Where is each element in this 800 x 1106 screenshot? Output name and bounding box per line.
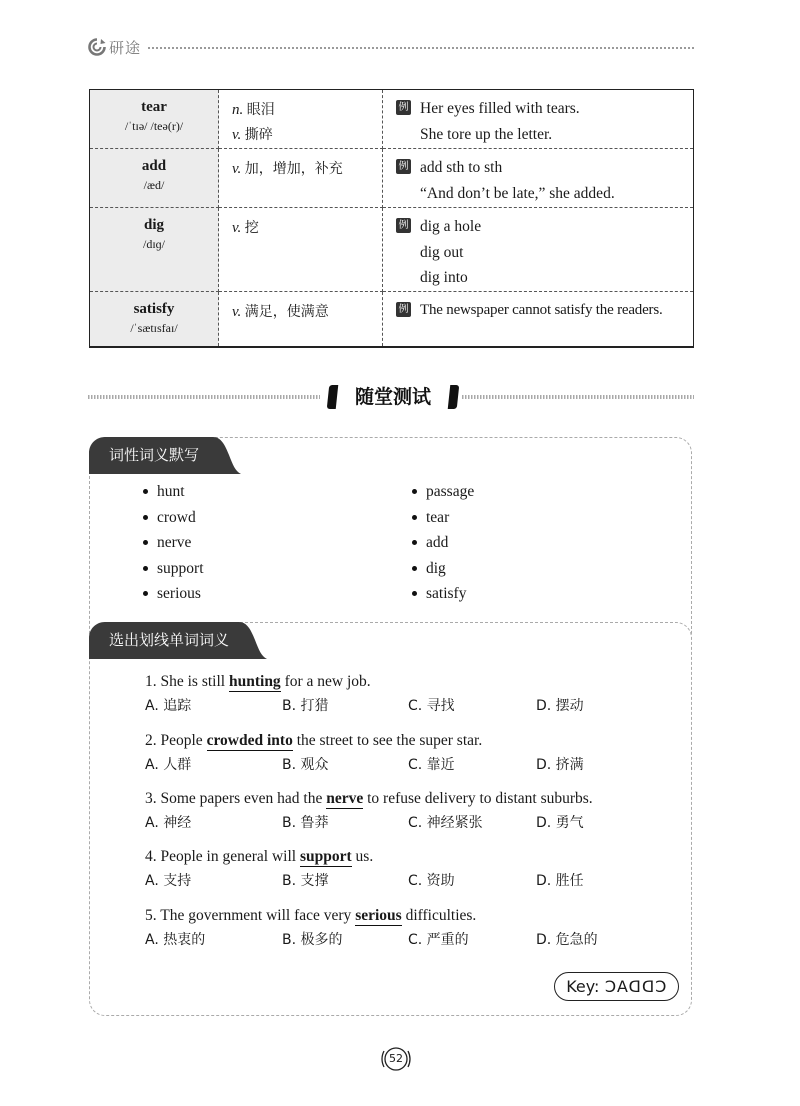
- word-list-left: [143, 479, 204, 607]
- list-item: hunt: [143, 479, 204, 505]
- question-text: difficulties.: [401, 907, 477, 924]
- question: [145, 671, 584, 717]
- answer-key-value: CDDAC: [604, 977, 667, 996]
- example-cell: [383, 90, 694, 149]
- word-cell: [90, 149, 219, 208]
- list-item: passage: [412, 479, 474, 505]
- meaning-zh: 撕碎: [244, 127, 273, 143]
- example-cell: [383, 208, 694, 292]
- logo-text: 研途: [109, 39, 142, 57]
- panel-tab: [89, 622, 229, 659]
- answer-key-label: Key:: [566, 977, 600, 996]
- option[interactable]: C. 靠近: [408, 757, 455, 773]
- list-item: nerve: [143, 530, 204, 556]
- answer-options: [145, 695, 584, 717]
- part-of-speech: v.: [232, 161, 242, 177]
- option[interactable]: B. 鲁莽: [282, 815, 329, 831]
- part-of-speech: n.: [232, 102, 244, 118]
- meaning-zh: 挖: [244, 220, 259, 236]
- option[interactable]: D. 挤满: [536, 757, 584, 773]
- list-item: serious: [143, 581, 204, 607]
- underlined-word: support: [299, 848, 352, 865]
- title-bracket-left: [327, 385, 339, 409]
- example-badge-icon: 例: [396, 302, 411, 317]
- meaning-cell: [219, 292, 383, 347]
- list-item: crowd: [143, 505, 204, 531]
- question-text: for a new job.: [280, 673, 371, 690]
- part-of-speech: v.: [232, 220, 242, 236]
- example-cell: [383, 292, 694, 347]
- example-sentence: add sth to sth: [420, 159, 503, 176]
- list-item: add: [412, 530, 474, 556]
- answer-key[interactable]: [554, 972, 679, 1001]
- question-text: 1. She is still: [145, 673, 229, 690]
- option[interactable]: B. 打猎: [282, 698, 329, 714]
- example-sentence: Her eyes filled with tears.: [420, 100, 580, 117]
- part-of-speech: v.: [232, 304, 242, 320]
- title-bracket-right: [448, 385, 460, 409]
- word-list-right: [412, 479, 474, 607]
- section-divider-left: [88, 395, 320, 399]
- answer-options: [145, 870, 584, 892]
- underlined-word: serious: [355, 907, 402, 924]
- page-header: [88, 36, 694, 58]
- question-text: 2. People: [145, 732, 207, 749]
- question: [145, 905, 598, 951]
- question: [145, 788, 593, 834]
- section-divider-right: [462, 395, 694, 399]
- option[interactable]: A. 神经: [145, 815, 192, 831]
- underlined-word: crowded into: [206, 732, 293, 749]
- meaning-cell: [219, 208, 383, 292]
- headword: dig: [143, 217, 164, 233]
- list-item: tear: [412, 505, 474, 531]
- phonetic: /dɪɡ/: [142, 237, 165, 251]
- section-title: [328, 382, 458, 412]
- page-number: [379, 1046, 413, 1072]
- option[interactable]: D. 摆动: [536, 698, 584, 714]
- phonetic: /ˈsætɪsfaɪ/: [130, 321, 178, 335]
- section-title-bar: [88, 382, 694, 412]
- word-cell: [90, 292, 219, 347]
- meaning-zh: 加，增加，补充: [244, 161, 343, 177]
- vocab-row: [90, 149, 694, 208]
- question: [145, 846, 584, 892]
- swirl-logo-icon: [88, 38, 106, 56]
- word-cell: [90, 90, 219, 149]
- option[interactable]: C. 严重的: [408, 932, 469, 948]
- panel-tab: [89, 437, 199, 474]
- meaning-zh: 眼泪: [246, 102, 275, 118]
- option[interactable]: B. 观众: [282, 757, 329, 773]
- phonetic: /ˈtɪə/ /teə(r)/: [124, 119, 184, 133]
- question-text: 5. The government will face very: [145, 907, 356, 924]
- vocab-row: [90, 90, 694, 149]
- list-item: dig: [412, 556, 474, 582]
- option[interactable]: B. 支撑: [282, 873, 329, 889]
- option[interactable]: D. 胜任: [536, 873, 584, 889]
- option[interactable]: A. 人群: [145, 757, 192, 773]
- option[interactable]: B. 极多的: [282, 932, 343, 948]
- question-text: 3. Some papers even had the: [145, 790, 327, 807]
- headword: satisfy: [133, 301, 175, 317]
- example-sentence: dig out: [420, 243, 464, 261]
- answer-options: [145, 812, 593, 834]
- example-badge-icon: 例: [396, 100, 411, 115]
- option[interactable]: C. 神经紧张: [408, 815, 483, 831]
- headword: tear: [141, 99, 167, 115]
- example-sentence: “And don’t be late,” she added.: [420, 184, 615, 202]
- question-text: the street to see the super star.: [292, 732, 483, 749]
- example-sentence: She tore up the letter.: [420, 125, 553, 143]
- meaning-cell: [219, 90, 383, 149]
- option[interactable]: A. 追踪: [145, 698, 192, 714]
- answer-options: [145, 929, 598, 951]
- meaning-cell: [219, 149, 383, 208]
- phonetic: /æd/: [143, 178, 165, 192]
- question-text: 4. People in general will: [145, 848, 300, 865]
- underlined-word: nerve: [326, 790, 364, 807]
- list-item: support: [143, 556, 204, 582]
- question-text: to refuse delivery to distant suburbs.: [363, 790, 593, 807]
- header-divider: [148, 47, 694, 49]
- part-of-speech: v.: [232, 127, 242, 143]
- option[interactable]: D. 勇气: [536, 815, 584, 831]
- section-title-text: 随堂测试: [354, 386, 431, 408]
- list-item: satisfy: [412, 581, 474, 607]
- word-cell: [90, 208, 219, 292]
- option[interactable]: D. 危急的: [536, 932, 598, 948]
- example-cell: [383, 149, 694, 208]
- example-badge-icon: 例: [396, 159, 411, 174]
- question: [145, 730, 584, 776]
- meaning-zh: 满足，使满意: [244, 304, 329, 320]
- option[interactable]: A. 热衷的: [145, 932, 206, 948]
- option[interactable]: A. 支持: [145, 873, 192, 889]
- example-sentence: dig into: [420, 269, 468, 286]
- example-sentence: The newspaper cannot satisfy the readers.: [420, 302, 663, 318]
- vocab-table: [89, 89, 694, 348]
- example-sentence: dig a hole: [420, 218, 482, 235]
- example-badge-icon: 例: [396, 218, 411, 233]
- answer-options: [145, 754, 584, 776]
- page-number-text: 52: [389, 1052, 403, 1065]
- question-text: us.: [351, 848, 374, 865]
- vocab-row: [90, 208, 694, 292]
- panel-tab-label: 词性词义默写: [109, 446, 200, 464]
- headword: add: [141, 158, 167, 174]
- vocab-row: [90, 292, 694, 347]
- underlined-word: hunting: [228, 673, 281, 690]
- option[interactable]: C. 寻找: [408, 698, 455, 714]
- panel-tab-label: 选出划线单词词义: [109, 631, 230, 649]
- option[interactable]: C. 资助: [408, 873, 455, 889]
